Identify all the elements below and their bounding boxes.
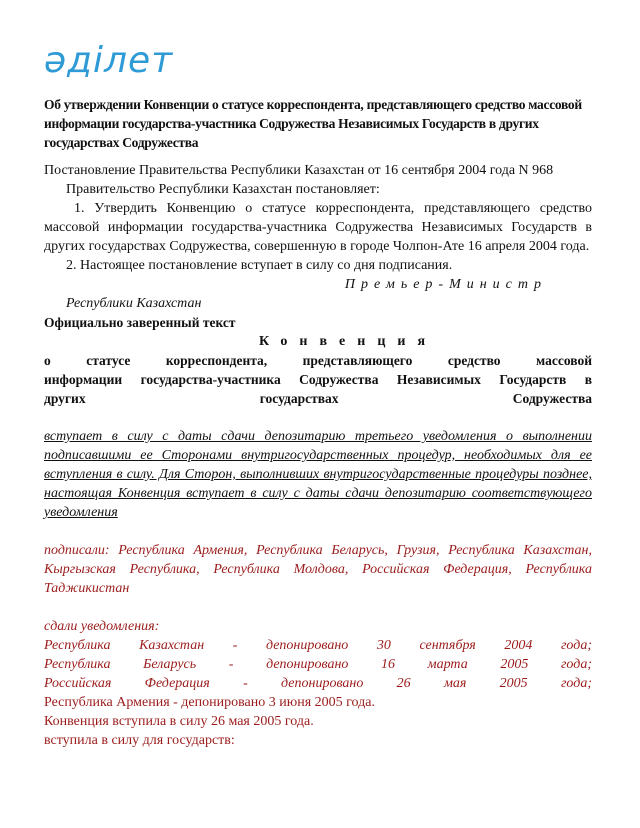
notifications-label: сдали уведомления: [44, 619, 160, 634]
entered-into-force: Конвенция вступила в силу 26 мая 2005 года. [44, 714, 314, 729]
convention-subtitle: о статусе корреспондента, представляющего средство массовой информации государства-участника Содружества Независимых Государств в других государствах Содружества [44, 353, 592, 406]
item-1: 1. Утвердить Конвенцию о статусе корреспондента, представляющего средство массовой информации государства-участника Содружества Независимых Государств в других государствах Содружества, совершенную в городе Чолпон-Ате 16 апреля 2004 года. [44, 201, 592, 254]
official-text-label: Официально заверенный текст [44, 315, 236, 330]
resolves-line: Правительство Республики Казахстан постановляет: [66, 182, 380, 197]
republic-kazakhstan: Республики Казахстан [66, 296, 202, 311]
entered-for-states: вступила в силу для государств: [44, 733, 235, 748]
signatories: подписали: Республика Армения, Республика Беларусь, Грузия, Республика Казахстан, Кыргызская Республика, Республика Молдова, Российская Федерация, Республика Таджикистан [44, 543, 592, 596]
premier-minister: Премьер-Министр [344, 277, 547, 292]
adilet-logo[interactable]: әділет [44, 40, 174, 81]
notification-item: Российская Федерация - депонировано 26 мая 2005 года; [44, 676, 592, 691]
document-title: Об утверждении Конвенции о статусе корреспондента, представляющего средство массовой информации государства-участника Содружества Независимых Государств в других государствах Содружества [44, 97, 582, 150]
decree-line: Постановление Правительства Республики Казахстан от 16 сентября 2004 года N 968 [44, 163, 554, 178]
notification-item: Республика Беларусь - депонировано 16 марта 2005 года; [44, 657, 592, 672]
entry-into-force-note: вступает в силу с даты сдачи депозитарию третьего уведомления о выполнении подписавшими ее Сторонами внутригосударственных процедур, необходимых для ее вступления в силу. Для Сторон, выполнивших внутригосударственные процедуры позднее, настоящая Конвенция вступает в силу с даты сдачи депозитарию соответствующего уведомления [44, 429, 592, 520]
item-2: 2. Настоящее постановление вступает в силу со дня подписания. [66, 258, 453, 273]
notification-item: Республика Армения - депонировано 3 июня 2005 года. [44, 695, 375, 710]
convention-heading: Конвенция [258, 334, 438, 349]
notification-item: Республика Казахстан - депонировано 30 сентября 2004 года; [44, 638, 592, 653]
